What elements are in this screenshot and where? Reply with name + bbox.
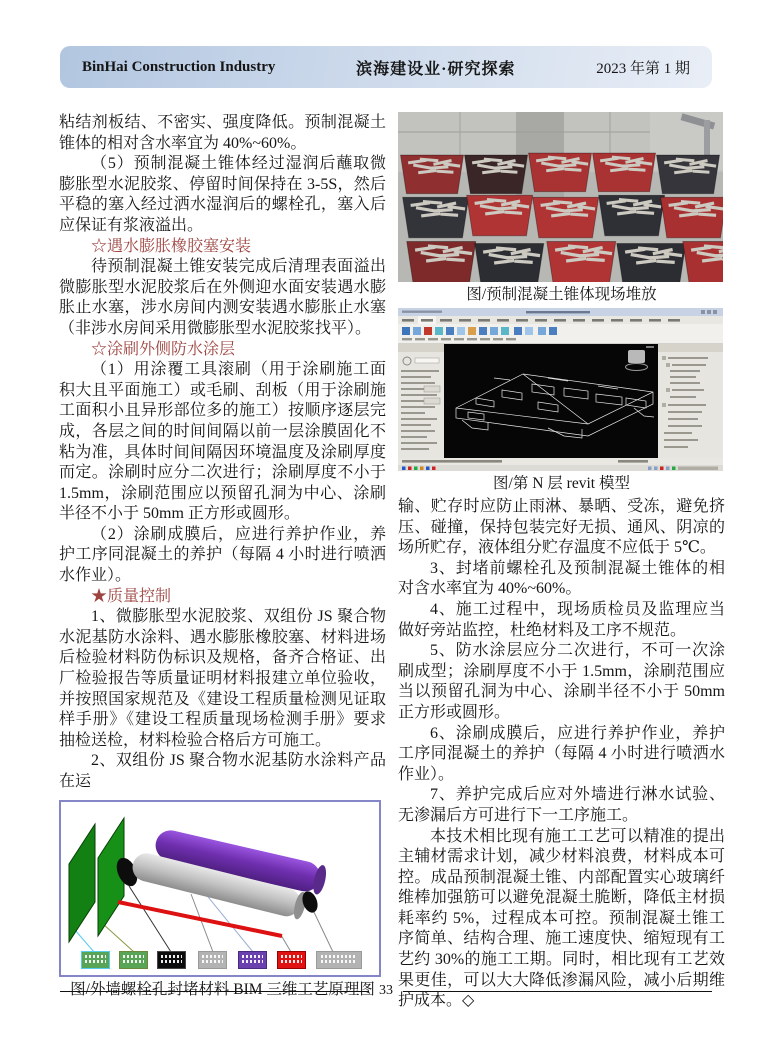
- paragraph: 5、防水涂层应分二次进行，不可一次涂刷成型；涂刷厚度不小于 1.5mm，涂刷范围应当以预留孔洞为中心、涂刷半径不小于 50mm 正方形或圆形。: [398, 642, 725, 721]
- issue-label: 2023 年第 1 期: [596, 60, 690, 77]
- site-photo-caption: 图/预制混凝土锥体现场堆放: [466, 286, 657, 303]
- paragraph: 2、双组份 JS 聚合物水泥基防水涂料产品在运: [59, 752, 386, 790]
- paragraph: 待预制混凝土锥安装完成后清理表面溢出微膨胀型水泥胶浆后在外侧迎水面安装遇水膨胀止水塞，涉水房间内测安装遇水膨胀止水塞（非涉水房间采用微膨胀型水泥胶浆找平）。: [59, 258, 386, 337]
- paragraph: 7、养护完成后应对外墙进行淋水试验、无渗漏后方可进行下一工序施工。: [398, 786, 725, 824]
- bim-diagram-caption: 图/外墙螺栓孔封堵材料 BIM 三维工艺原理图: [70, 980, 375, 998]
- left-column: [59, 113, 386, 1003]
- legend-box: [81, 951, 110, 969]
- paragraph: （1）用涂覆工具滚刷（用于涂刷施工面积大且平面施工）或毛刷、刮板（用于涂刷施工面积小且异形部位多的施工）按顺序逐层完成，各层之间的时间间隔以前一层涂膜固化不粘为准，具体时间间隔因环境温度及涂刷厚度而定。涂刷时应分二次进行；涂刷厚度不小于 1.5mm，涂刷范围应以预留孔洞为中心、涂刷半径不小于 50mm 正方形或圆形。: [59, 361, 386, 523]
- legend-box: [316, 951, 362, 969]
- footer-rule-left: [60, 991, 369, 992]
- page-number: 33: [379, 983, 393, 998]
- paragraph: 1、微膨胀型水泥胶浆、双组份 JS 聚合物水泥基防水涂料、遇水膨胀橡胶塞、材料进场后检验材料防伪标识及规格，备齐合格证、出厂检验报告等质量证明材料报建立单位验收，并按照国家规范及《建设工程质量检测见证取样手册》《建设工程质量现场检测手册》要求抽检送检，材料检验合格后方可施工。: [59, 608, 386, 749]
- bim-diagram-figure: [59, 800, 381, 977]
- revit-screenshot: [398, 308, 723, 471]
- site-photo: [398, 112, 723, 282]
- bim-diagram-graphic: [61, 802, 379, 975]
- paragraph: 本技术相比现有施工工艺可以精准的提出主辅材需求计划，减少材料浪费，材料成本可控。成品预制混凝土锥、内部配置实心玻璃纤维棒加强筋可以避免混凝土脆断，降低主材损耗率约 5%，过程成本可控。预制混凝土锥工序简单、结构合理、施工速度快、缩短现有工艺约 30%的施工工期。同时，相比现有工艺效果更佳，可以大大降低渗漏风险，减小后期维护成本。◇: [398, 827, 725, 1010]
- footer-rule-right: [403, 991, 712, 992]
- paragraph: （5）预制混凝土锥体经过湿润后蘸取微膨胀型水泥胶浆、停留时间保持在 3-5S，然后平稳的塞入经过洒水湿润后的螺栓孔，塞入后应保证有浆液溢出。: [59, 155, 386, 234]
- green-plate: [69, 824, 95, 942]
- journal-name-en: BinHai Construction Industry: [82, 58, 276, 75]
- page-header: [60, 46, 712, 88]
- journal-name-cn: 滨海建设业·研究探索: [356, 60, 516, 78]
- paragraph: 粘结剂板结、不密实、强度降低。预制混凝土锥体的相对含水率宜为 40%~60%。: [59, 114, 386, 152]
- paragraph: 4、施工过程中，现场质检员及监理应当做好旁站监控，杜绝材料及工序不规范。: [398, 600, 725, 639]
- revit-caption: 图/第 N 层 revit 模型: [493, 475, 630, 492]
- legend-box: [119, 951, 148, 969]
- page-footer: [60, 983, 712, 999]
- legend-box: [238, 951, 267, 969]
- section-heading: ☆涂刷外侧防水涂层: [91, 340, 236, 358]
- right-column: [398, 112, 725, 1012]
- paragraph: 6、涂刷成膜后，应进行养护作业，养护工序同混凝土的养护（每隔 4 小时进行喷洒水作业）。: [398, 724, 725, 783]
- paragraph: （2）涂刷成膜后，应进行养护作业，养护工序同混凝土的养护（每隔 4 小时进行喷洒水作业）。: [59, 525, 386, 585]
- paragraph: 3、封堵前螺栓孔及预制混凝土锥体的相对含水率宜为 40%~60%。: [398, 559, 725, 598]
- legend-box: [198, 951, 227, 969]
- section-heading: ☆遇水膨胀橡胶塞安装: [91, 237, 252, 255]
- paragraph: 输、贮存时应防止雨淋、暴晒、受冻，避免挤压、碰撞，保持包装完好无损、通风、阴凉的场所贮存，液体组分贮存温度不应低于 5℃。: [398, 498, 725, 557]
- legend-box: [157, 951, 186, 969]
- section-heading: ★质量控制: [91, 587, 172, 605]
- legend-box: [277, 951, 306, 969]
